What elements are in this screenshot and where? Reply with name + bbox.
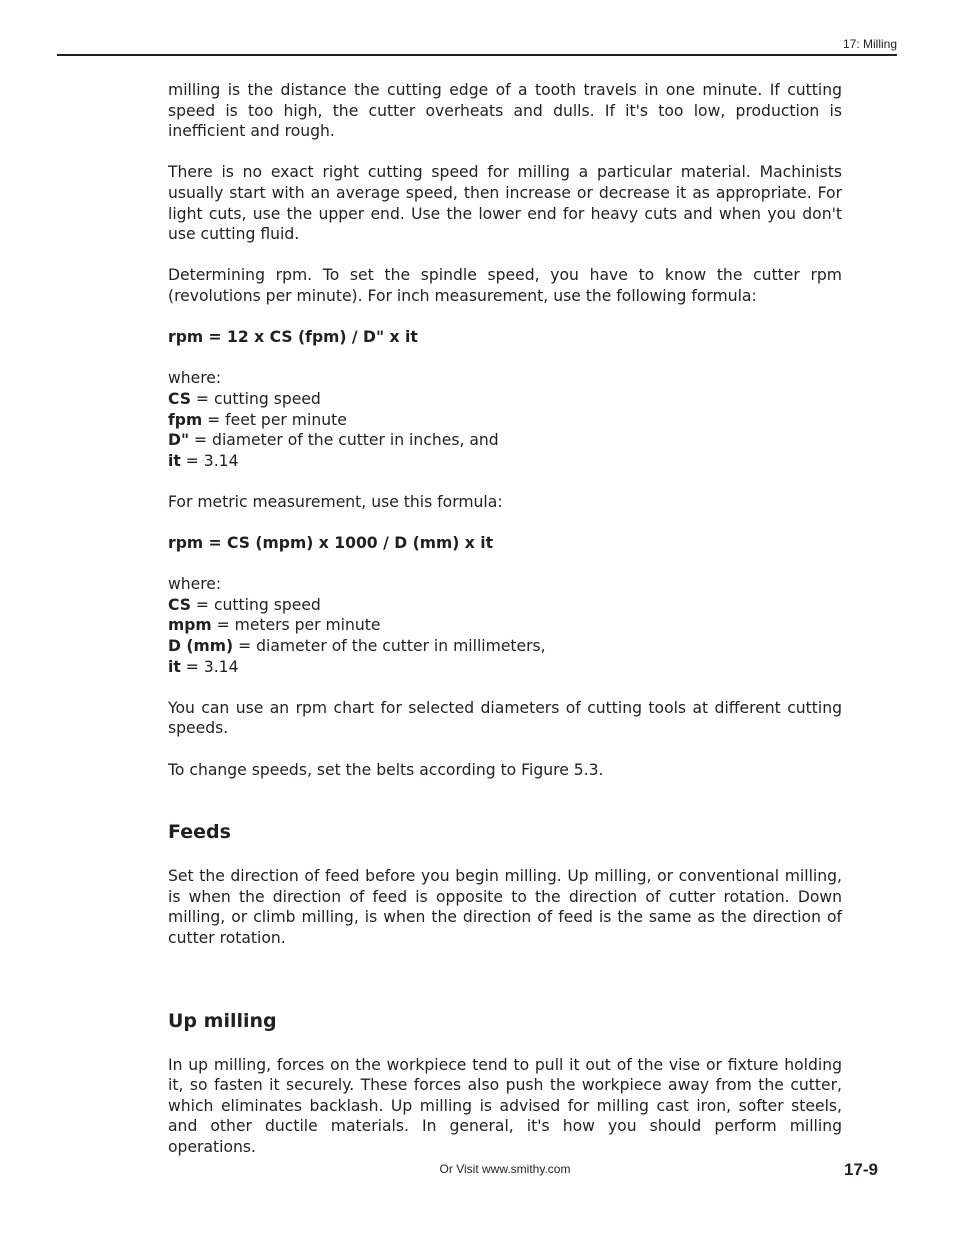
definition-desc: = 3.14	[180, 451, 239, 470]
definition-term: D (mm)	[168, 637, 234, 656]
paragraph-rpm-chart: You can use an rpm chart for selected diameters of cutting tools at different cutting speeds.	[168, 698, 842, 738]
definition-term: CS	[168, 389, 191, 408]
definition-term: it	[168, 657, 181, 676]
paragraph-metric-intro: For metric measurement, use this formula:	[168, 492, 503, 511]
paragraph-feeds: Set the direction of feed before you begin milling. Up milling, or conventional milling, is when the direction of feed is opposite to the direction of cutter rotation. Down milling, or climb milling, is when the direction of feed is the same as the direction of cutter rotation.	[168, 867, 842, 947]
definition-line	[168, 451, 842, 472]
definition-term: CS	[168, 595, 191, 614]
paragraph-cutting-speed: milling is the distance the cutting edge of a tooth travels in one minute. If cutting speed is too high, the cutter overheats and dulls. If it's too low, production is inefficient and rough.	[168, 81, 842, 141]
definition-desc: = cutting speed	[190, 595, 321, 614]
metric-definitions	[168, 574, 842, 677]
running-header: 17: Milling	[842, 37, 897, 51]
page-body	[168, 80, 842, 1178]
definition-desc: = cutting speed	[190, 389, 321, 408]
definition-term: D"	[168, 431, 190, 450]
heading-up-milling: Up milling	[168, 1009, 277, 1032]
definition-line	[168, 595, 842, 616]
definition-line	[168, 615, 842, 636]
header-rule	[57, 54, 897, 56]
definition-term: mpm	[168, 616, 212, 635]
heading-feeds: Feeds	[168, 821, 231, 844]
paragraph-determining-rpm: Determining rpm. To set the spindle speed, you have to know the cutter rpm (revolutions per minute). For inch measurement, use the following formula:	[168, 266, 842, 305]
definition-term: fpm	[168, 410, 203, 429]
definition-desc: = diameter of the cutter in inches, and	[189, 431, 499, 450]
definition-line	[168, 410, 842, 431]
definition-line	[168, 389, 842, 410]
definition-desc: = feet per minute	[202, 410, 347, 429]
definition-line	[168, 657, 842, 678]
formula-metric: rpm = CS (mpm) x 1000 / D (mm) x it	[168, 534, 494, 553]
definition-desc: = meters per minute	[211, 616, 381, 635]
paragraph-right-speed: There is no exact right cutting speed for milling a particular material. Machinists usually start with an average speed, then increase or decrease it as appropriate. For light cuts, use the upper end. Use the lower end for heavy cuts and when you don't use cutting fluid.	[168, 163, 842, 244]
definition-line	[168, 430, 842, 451]
definition-line	[168, 636, 842, 657]
definition-desc: = diameter of the cutter in millimeters,	[233, 637, 546, 656]
paragraph-change-speeds: To change speeds, set the belts according to Figure 5.3.	[168, 760, 604, 779]
footer-website: Or Visit www.smithy.com	[439, 1162, 571, 1176]
inch-definitions	[168, 368, 842, 471]
where-label: where:	[168, 575, 222, 594]
where-label: where:	[168, 369, 222, 388]
page-number: 17-9	[843, 1160, 878, 1179]
definition-term: it	[168, 451, 181, 470]
definition-desc: = 3.14	[180, 657, 239, 676]
paragraph-up-milling: In up milling, forces on the workpiece tend to pull it out of the vise or fixture holding it, so fasten it securely. These forces also push the workpiece away from the cutter, which eliminates backlash. Up milling is advised for milling cast iron, softer steels, and other ductile materials. In general, it's how you should perform milling operations.	[168, 1055, 842, 1156]
formula-inch: rpm = 12 x CS (fpm) / D" x it	[168, 328, 418, 347]
